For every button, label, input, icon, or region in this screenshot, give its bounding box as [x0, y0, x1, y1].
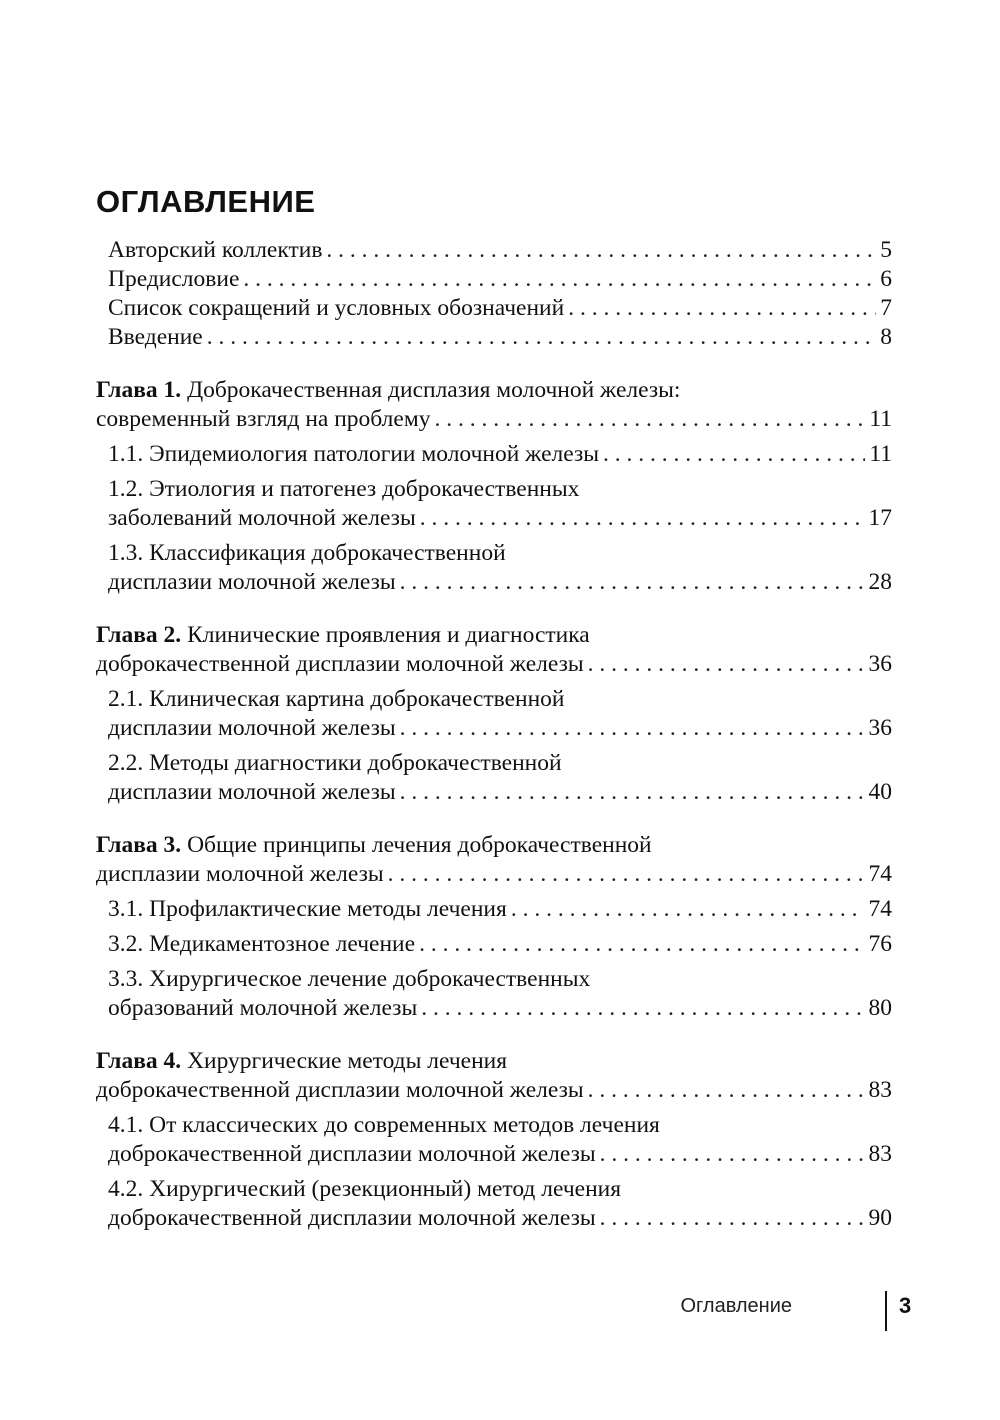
leader-dots: [600, 1140, 865, 1169]
section-page: 76: [868, 931, 892, 957]
chapter-entry[interactable]: [96, 376, 892, 434]
leader-dots: [326, 236, 876, 265]
chapter-page: 11: [869, 406, 892, 432]
section-page: 40: [868, 779, 892, 805]
chapter-prefix: Глава 3.: [96, 832, 182, 858]
section-title-line2: доброкачественной дисплазии молочной железы: [108, 1205, 596, 1231]
section-entry[interactable]: [96, 930, 892, 959]
toc-entry-page: 7: [880, 295, 892, 321]
toc-entry[interactable]: [96, 294, 892, 323]
section-title-line1: 2.2. Методы диагностики доброкачественной: [108, 750, 562, 776]
chapter-title-line1: Клинические проявления и диагностика: [187, 622, 590, 648]
chapter-entry[interactable]: [96, 831, 892, 889]
leader-dots: [420, 504, 865, 533]
section-page: 74: [868, 896, 892, 922]
leader-dots: [511, 895, 865, 924]
section-title: 3.2. Медикаментозное лечение: [108, 931, 416, 957]
section-entry[interactable]: [96, 685, 892, 743]
chapter-title-line1: Хирургические методы лечения: [187, 1048, 508, 1074]
toc-entry[interactable]: [96, 323, 892, 352]
page-number: 3: [899, 1293, 912, 1318]
chapter-prefix: Глава 1.: [96, 377, 182, 403]
toc-front-matter: [96, 236, 892, 352]
toc-entry-label: Предисловие: [108, 266, 240, 292]
section-title-line1: 1.2. Этиология и патогенез доброкачественных: [108, 476, 580, 502]
section-entry[interactable]: [96, 539, 892, 597]
section-entry[interactable]: [96, 1111, 892, 1169]
section-title-line2: образований молочной железы: [108, 995, 418, 1021]
page-title: ОГЛАВЛЕНИЕ: [96, 184, 316, 219]
chapter-title-line2: современный взгляд на проблему: [96, 406, 431, 432]
section-title-line2: доброкачественной дисплазии молочной железы: [108, 1141, 596, 1167]
page-footer: [680, 1291, 920, 1331]
section-title-line2: дисплазии молочной железы: [108, 779, 396, 805]
leader-dots: [600, 1204, 865, 1233]
chapter-entry[interactable]: [96, 1047, 892, 1105]
section-title-line1: 4.2. Хирургический (резекционный) метод лечения: [108, 1176, 622, 1202]
toc-entry-page: 5: [880, 237, 892, 263]
section-entry[interactable]: [96, 965, 892, 1023]
leader-dots: [400, 568, 865, 597]
section-page: 90: [868, 1205, 892, 1231]
section-title-line1: 2.1. Клиническая картина доброкачественной: [108, 686, 565, 712]
toc-chapter-1: [96, 376, 892, 597]
toc-entry-label: Введение: [108, 324, 203, 350]
section-title-line1: 3.3. Хирургическое лечение доброкачественных: [108, 966, 591, 992]
leader-dots: [588, 1076, 865, 1105]
leader-dots: [388, 860, 865, 889]
leader-dots: [400, 714, 865, 743]
section-title-line1: 1.3. Классификация доброкачественной: [108, 540, 506, 566]
chapter-prefix: Глава 2.: [96, 622, 182, 648]
chapter-title-line2: дисплазии молочной железы: [96, 861, 384, 887]
chapter-prefix: Глава 4.: [96, 1048, 182, 1074]
running-footer-title: Оглавление: [680, 1295, 792, 1317]
chapter-page: 36: [868, 651, 892, 677]
chapter-title-line1: Доброкачественная дисплазия молочной железы:: [187, 377, 681, 403]
toc-entry[interactable]: [96, 236, 892, 265]
section-page: 28: [868, 569, 892, 595]
toc-chapter-4: [96, 1047, 892, 1233]
toc-chapter-2: [96, 621, 892, 807]
toc-entry-label: Авторский коллектив: [108, 237, 323, 263]
chapter-title-line2: доброкачественной дисплазии молочной железы: [96, 651, 584, 677]
section-entry[interactable]: [96, 749, 892, 807]
section-title-line2: дисплазии молочной железы: [108, 569, 396, 595]
chapter-page: 74: [868, 861, 892, 887]
section-page: 83: [868, 1141, 892, 1167]
section-title: 1.1. Эпидемиология патологии молочной железы: [108, 441, 600, 467]
toc-entry[interactable]: [96, 265, 892, 294]
section-entry[interactable]: [96, 440, 892, 469]
toc-chapter-3: [96, 831, 892, 1023]
section-title: 3.1. Профилактические методы лечения: [108, 896, 507, 922]
table-of-contents: [96, 236, 892, 1239]
leader-dots: [243, 265, 876, 294]
section-title-line2: дисплазии молочной железы: [108, 715, 396, 741]
section-page: 80: [868, 995, 892, 1021]
leader-dots: [434, 405, 865, 434]
chapter-title-line2: доброкачественной дисплазии молочной железы: [96, 1077, 584, 1103]
leader-dots: [400, 778, 865, 807]
leader-dots: [603, 440, 865, 469]
leader-dots: [419, 930, 864, 959]
leader-dots: [588, 650, 865, 679]
toc-entry-label: Список сокращений и условных обозначений: [108, 295, 565, 321]
leader-dots: [568, 294, 876, 323]
chapter-title-line1: Общие принципы лечения доброкачественной: [187, 832, 652, 858]
leader-dots: [207, 323, 877, 352]
section-entry[interactable]: [96, 475, 892, 533]
section-title-line1: 4.1. От классических до современных методов лечения: [108, 1112, 660, 1138]
footer-divider: [885, 1291, 887, 1331]
section-entry[interactable]: [96, 895, 892, 924]
chapter-page: 83: [868, 1077, 892, 1103]
leader-dots: [421, 994, 864, 1023]
section-page: 11: [869, 441, 892, 467]
section-title-line2: заболеваний молочной железы: [108, 505, 416, 531]
section-page: 17: [868, 505, 892, 531]
toc-entry-page: 6: [880, 266, 892, 292]
section-entry[interactable]: [96, 1175, 892, 1233]
toc-entry-page: 8: [880, 324, 892, 350]
section-page: 36: [868, 715, 892, 741]
chapter-entry[interactable]: [96, 621, 892, 679]
